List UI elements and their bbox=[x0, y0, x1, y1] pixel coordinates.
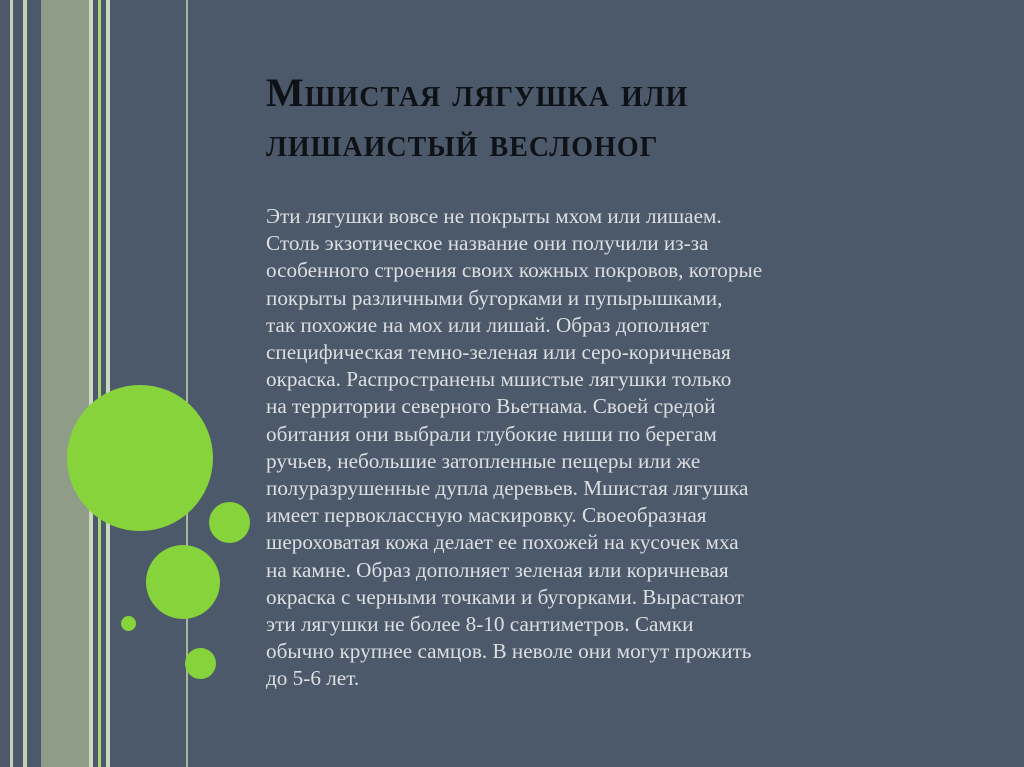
decor-stripe bbox=[110, 0, 186, 767]
decor-stripe bbox=[0, 0, 10, 767]
decor-circle-medium bbox=[146, 545, 220, 619]
decor-stripe bbox=[186, 0, 188, 767]
decor-stripe bbox=[13, 0, 23, 767]
decor-circle-small bbox=[185, 648, 216, 679]
slide-body-text: Эти лягушки вовсе не покрыты мхом или лишаем. Столь экзотическое название они получили из-за особенного строения своих кожных покровов, которые покрыты различными бугорками и пупырышками, так похожие на мох или лишай. Образ дополняет специфическая темно-зеленая или серо-коричневая окраска. Распространены мшистые лягушки только на территории северного Вьетнама. Своей средой обитания они выбрали глубокие ниши по берегам ручьев, небольшие затопленные пещеры или же полуразрушенные дупла деревьев. Мшистая лягушка имеет первоклассную маскировку. Своеобразная шероховатая кожа делает ее похожей на кусочек мха на камне. Образ дополняет зеленая или коричневая окраска с черными точками и бугорками. Вырастают эти лягушки не более 8-10 сантиметров. Самки обычно крупнее самцов. В неволе они могут прожить до 5-6 лет. bbox=[266, 204, 763, 691]
decor-circle-small bbox=[209, 502, 250, 543]
decor-stripe bbox=[27, 0, 41, 767]
decor-stripe bbox=[41, 0, 89, 767]
slide-title: Мшистая лягушка или лишаистый веслоног bbox=[266, 70, 689, 165]
decor-circle-tiny bbox=[121, 616, 136, 631]
decor-circle-large bbox=[67, 385, 213, 531]
